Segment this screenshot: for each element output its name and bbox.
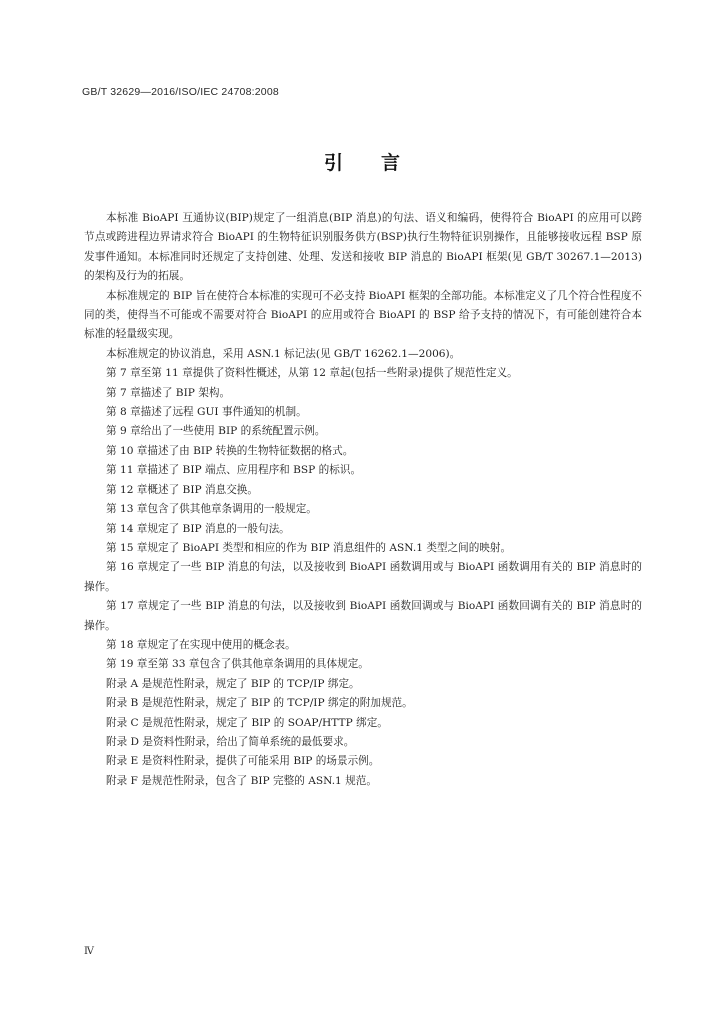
paragraph: 第 12 章概述了 BIP 消息交换。 — [106, 483, 258, 496]
paragraph: 第 8 章描述了远程 GUI 事件通知的机制。 — [106, 406, 307, 419]
paragraph: 第 15 章规定了 BioAPI 类型和相应的作为 BIP 消息组件的 ASN.1 类型之间的映射。 — [106, 541, 512, 554]
paragraph: 第 13 章包含了供其他章条调用的一般规定。 — [106, 503, 317, 516]
paragraph: 本标准规定的协议消息，采用 ASN.1 标记法(见 GB/T 16262.1—2006)。 — [106, 347, 461, 360]
paragraph: 第 16 章规定了一些 BIP 消息的句法，以及接收到 BioAPI 函数调用或与 BioAPI 函数调用有关的 BIP 消息时的操作。 — [84, 561, 642, 593]
paragraph: 附录 D 是资料性附录，给出了简单系统的最低要求。 — [106, 735, 355, 748]
paragraph: 附录 C 是规范性附录，规定了 BIP 的 SOAP/HTTP 绑定。 — [106, 716, 388, 729]
body-text — [84, 209, 642, 791]
paragraph: 第 18 章规定了在实现中使用的概念表。 — [106, 638, 296, 651]
paragraph: 附录 B 是规范性附录，规定了 BIP 的 TCP/IP 绑定的附加规范。 — [106, 697, 413, 710]
paragraph: 附录 E 是资料性附录，提供了可能采用 BIP 的场景示例。 — [106, 755, 380, 768]
paragraph: 第 11 章描述了 BIP 端点、应用程序和 BSP 的标识。 — [106, 464, 362, 477]
paragraph: 本标准规定的 BIP 旨在使符合本标准的实现可不必支持 BioAPI 框架的全部功能。本标准定义了几个符合性程度不同的类，使得当不可能或不需要对符合 BioAPI 的应用或符合 BioAPI 的 BSP 给予支持的情况下，有可能创建符合本标准的轻量级实现。 — [84, 289, 642, 341]
page-number: Ⅳ — [84, 946, 94, 957]
page-title: 引言 — [323, 152, 438, 174]
paragraph: 第 14 章规定了 BIP 消息的一般句法。 — [106, 522, 290, 535]
paragraph: 本标准 BioAPI 互通协议(BIP)规定了一组消息(BIP 消息)的句法、语义和编码，使得符合 BioAPI 的应用可以跨节点或跨进程边界请求符合 BioAPI 的生物特征识别服务供方(BSP)执行生物特征识别操作，且能够接收远程 BSP 原发事件通知。本标准同时还规定了支持创建、处理、发送和接收 BIP 消息的 BioAPI 框架(见 GB/T 30267.1—2013)的架构及行为的拓展。 — [84, 212, 642, 283]
paragraph: 第 7 章描述了 BIP 架构。 — [106, 386, 231, 399]
paragraph: 附录 F 是规范性附录，包含了 BIP 完整的 ASN.1 规范。 — [106, 774, 377, 787]
paragraph: 第 9 章给出了一些使用 BIP 的系统配置示例。 — [106, 425, 326, 438]
paragraph: 第 19 章至第 33 章包含了供其他章条调用的具体规定。 — [106, 658, 369, 671]
paragraph: 第 7 章至第 11 章提供了资料性概述，从第 12 章起(包括一些附录)提供了规范性定义。 — [106, 367, 518, 380]
paragraph: 第 10 章描述了由 BIP 转换的生物特征数据的格式。 — [106, 444, 354, 457]
paragraph: 第 17 章规定了一些 BIP 消息的句法，以及接收到 BioAPI 函数回调或与 BioAPI 函数回调有关的 BIP 消息时的操作。 — [84, 600, 642, 632]
paragraph: 附录 A 是规范性附录，规定了 BIP 的 TCP/IP 绑定。 — [106, 677, 360, 690]
document-code-header: GB/T 32629—2016/ISO/IEC 24708:2008 — [82, 86, 279, 98]
